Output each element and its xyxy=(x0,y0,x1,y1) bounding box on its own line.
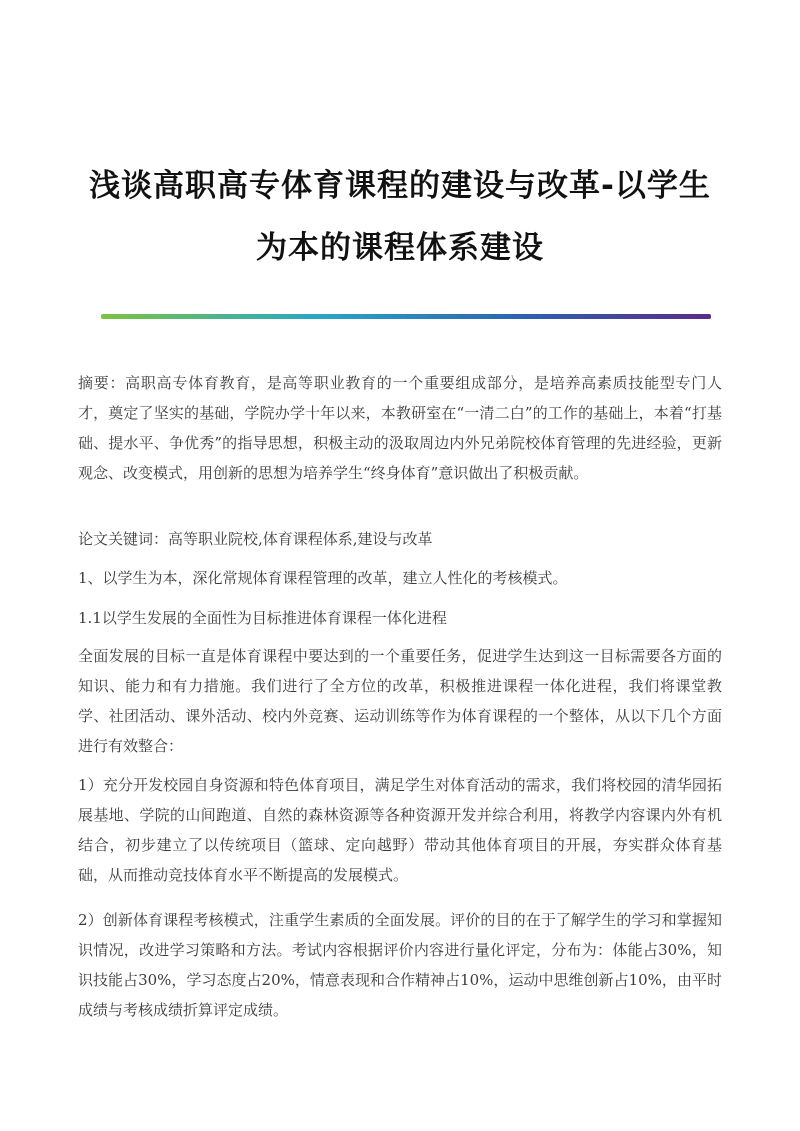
overview-paragraph: 全面发展的目标一直是体育课程中要达到的一个重要任务，促进学生达到这一目标需要各方面的知识、能力和有力措施。我们进行了全方位的改革，积极推进课程一体化进程，我们将课堂教学、社团活动、课外活动、校内外竞赛、运动训练等作为体育课程的一个整体，从以下几个方面进行有效整合： xyxy=(78,647,722,755)
item-2-paragraph: 2）创新体育课程考核模式，注重学生素质的全面发展。评价的目的在于了解学生的学习和掌握知识情况，改进学习策略和方法。考试内容根据评价内容进行量化评定，分布为：体能占30%，知识技能占30%，学习态度占20%，情意表现和合作精神占10%，运动中思维创新占10%，由平时成绩与考核成绩折算评定成绩。 xyxy=(78,911,722,1019)
keywords-line: 论文关键词：高等职业院校,体育课程体系,建设与改革 xyxy=(78,530,433,548)
document-title-line-1: 浅谈高职高专体育课程的建设与改革-以学生 xyxy=(89,168,711,204)
section-heading-1: 1、以学生为本，深化常规体育课程管理的改革，建立人性化的考核模式。 xyxy=(78,569,568,587)
document-title-line-2: 为本的课程体系建设 xyxy=(256,230,544,266)
section-heading-1-1: 1.1以学生发展的全面性为目标推进体育课程一体化进程 xyxy=(78,609,447,627)
abstract-paragraph: 摘要：高职高专体育教育，是高等职业教育的一个重要组成部分，是培养高素质技能型专门人才，奠定了坚实的基础，学院办学十年以来，本教研室在“一清二白”的工作的基础上，本着“打基础、提水平、争优秀”的指导思想，积极主动的汲取周边内外兄弟院校体育管理的先进经验，更新观念、改变模式，用创新的思想为培养学生“终身体育”意识做出了积极贡献。 xyxy=(78,374,722,482)
title-divider xyxy=(101,314,711,319)
item-1-paragraph: 1）充分开发校园自身资源和特色体育项目，满足学生对体育活动的需求，我们将校园的清华园拓展基地、学院的山间跑道、自然的森林资源等各种资源开发并综合利用，将教学内容课内外有机结合，初步建立了以传统项目（篮球、定向越野）带动其他体育项目的开展，夯实群众体育基础，从而推动竞技体育水平不断提高的发展模式。 xyxy=(78,776,722,884)
